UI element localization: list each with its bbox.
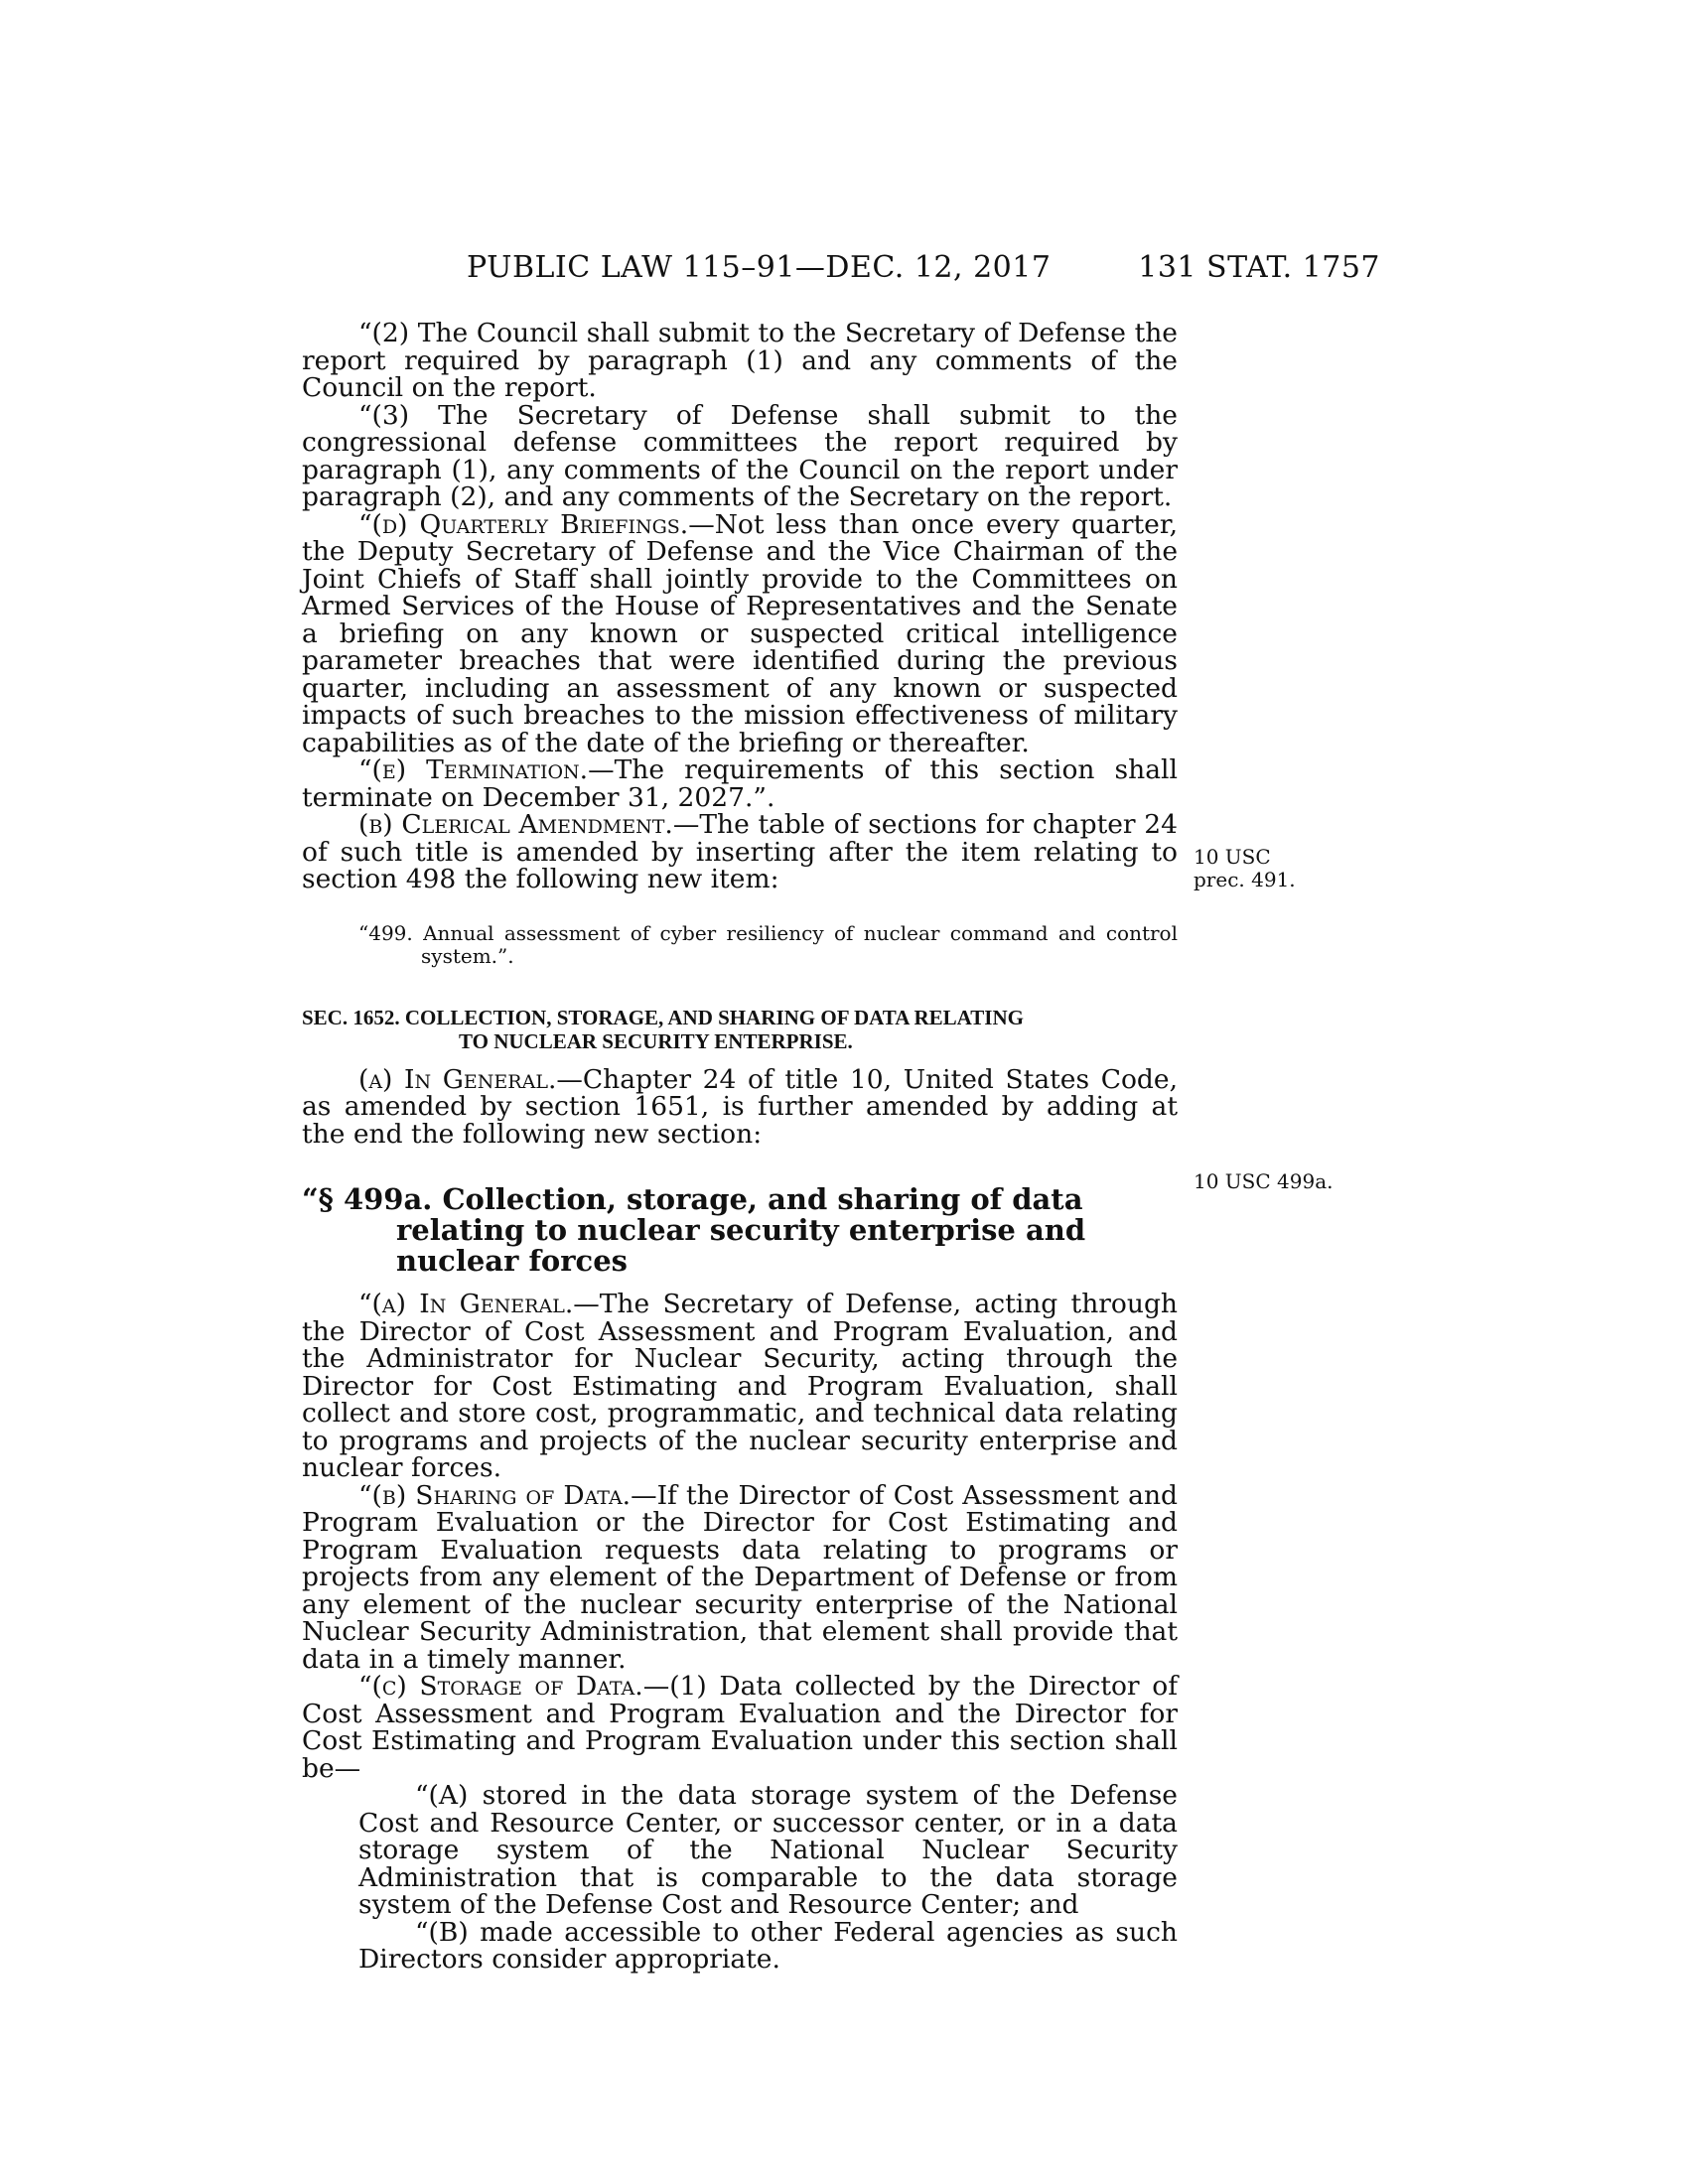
- subparagraph-b: “(B) made accessible to other Federal agencies as such Directors consider appropriate.: [358, 1916, 1178, 1975]
- paragraph-sharing-of-data: [302, 1479, 1179, 1675]
- subsection-text: —Chapter 24 of title 10, United States Code, as amended by section 1651, is further amended by adding at the end the following new section:: [302, 1063, 1178, 1150]
- subsection-text: —The Secretary of Defense, acting through the Director of Cost Assessment and Program Evaluation, and the Administrator for Nuclear Security, acting through the Director for Cost Estimating and Program Evaluation, shall collect and store cost, programmatic, and technical data relating to programs and projects of the nuclear security enterprise and nuclear forces.: [302, 1289, 1178, 1483]
- document-body: [302, 320, 1178, 1974]
- margin-note-line: prec. 491.: [1194, 868, 1296, 891]
- paragraph-termination: [302, 756, 1178, 811]
- paragraph-quarterly-briefings: [302, 508, 1178, 758]
- subsection-label: (a) In General.: [358, 1063, 557, 1095]
- paragraph-3: “(3) The Secretary of Defense shall submit to the congressional defense committees the report required by paragraph (1), any comments of the Council on the report under paragraph (2), and any comments of the Secretary on the report.: [302, 399, 1178, 512]
- section-heading-line: SEC. 1652. COLLECTION, STORAGE, AND SHARING OF DATA RELATING: [302, 1005, 1024, 1029]
- paragraph-in-general: [302, 1063, 1178, 1150]
- subsection-label: “(b) Sharing of Data.: [358, 1479, 632, 1511]
- subparagraph-a: “(A) stored in the data storage system of the Defense Cost and Resource Center, or successor center, or in a data storage system of the National Nuclear Security Administration that is comparable to the data storage system of the Defense Cost and Resource Center; and: [358, 1780, 1178, 1920]
- subsection-label: “(e) Termination.: [358, 754, 589, 785]
- paragraph-clerical-amendment: [302, 811, 1178, 893]
- subsection-label: “(d) Quarterly Briefings.: [358, 508, 689, 540]
- subsection-label: “(c) Storage of Data.: [358, 1671, 643, 1702]
- page-header: [298, 250, 1380, 290]
- subsection-text: —The requirements of this section shall terminate on December 31, 2027.”.: [302, 754, 1178, 813]
- section-heading-1652: [302, 1006, 1178, 1053]
- toc-text: Annual assessment of cyber resiliency of nuclear command and control system.”.: [421, 920, 1178, 968]
- subsection-label: “(a) In General.: [358, 1289, 574, 1319]
- subsection-text: —(1) Data collected by the Director of Cost Assessment and Program Evaluation and the Director for Cost Estimating and Program Evaluation under this section shall be—: [302, 1671, 1179, 1784]
- section-heading-499a: “§ 499a. Collection, storage, and sharing of data relating to nuclear security enterprise and nuclear forces: [302, 1182, 1086, 1278]
- subsection-text: —Not less than once every quarter, the Deputy Secretary of Defense and the Vice Chairman of the Joint Chiefs of Staff shall jointly provide to the Committees on Armed Services of the House of Representatives and the Senate a briefing on any known or suspected critical intelligence parameter breaches that were identified during the previous quarter, including an assessment of any known or suspected impacts of such breaches to the mission effectiveness of military capabilities as of the date of the briefing or thereafter.: [302, 508, 1178, 758]
- paragraph-2: “(2) The Council shall submit to the Secretary of Defense the report required by paragraph (1) and any comments of the Council on the report.: [302, 318, 1178, 403]
- margin-note-usc-499a: [1194, 1170, 1333, 1193]
- margin-note-line: 10 USC: [1194, 845, 1271, 869]
- subsection-text: —If the Director of Cost Assessment and Program Evaluation or the Director for Cost Estimating and Program Evaluation requests data relating to programs or projects from any element of the Department of Defense or from any element of the nuclear security enterprise of the National Nuclear Security Administration, that element shall provide that data in a timely manner.: [302, 1479, 1179, 1675]
- toc-number: “499.: [358, 920, 413, 945]
- margin-note-line: 10 USC 499a.: [1194, 1169, 1334, 1193]
- paragraph-storage-of-data: [302, 1673, 1178, 1782]
- subsection-label: (b) Clerical Amendment.: [358, 809, 673, 840]
- statute-reference: 131 STAT. 1757: [1138, 250, 1380, 285]
- law-title: PUBLIC LAW 115–91—DEC. 12, 2017: [467, 250, 1052, 285]
- subsection-text: —The table of sections for chapter 24 of such title is amended by inserting after the item relating to section 498 the following new item:: [302, 809, 1178, 894]
- table-of-sections-item: [302, 922, 1178, 968]
- paragraph-499a-in-general: [302, 1291, 1178, 1482]
- section-heading-line: TO NUCLEAR SECURITY ENTERPRISE.: [459, 1028, 853, 1053]
- margin-note-usc-prec: [1194, 846, 1296, 891]
